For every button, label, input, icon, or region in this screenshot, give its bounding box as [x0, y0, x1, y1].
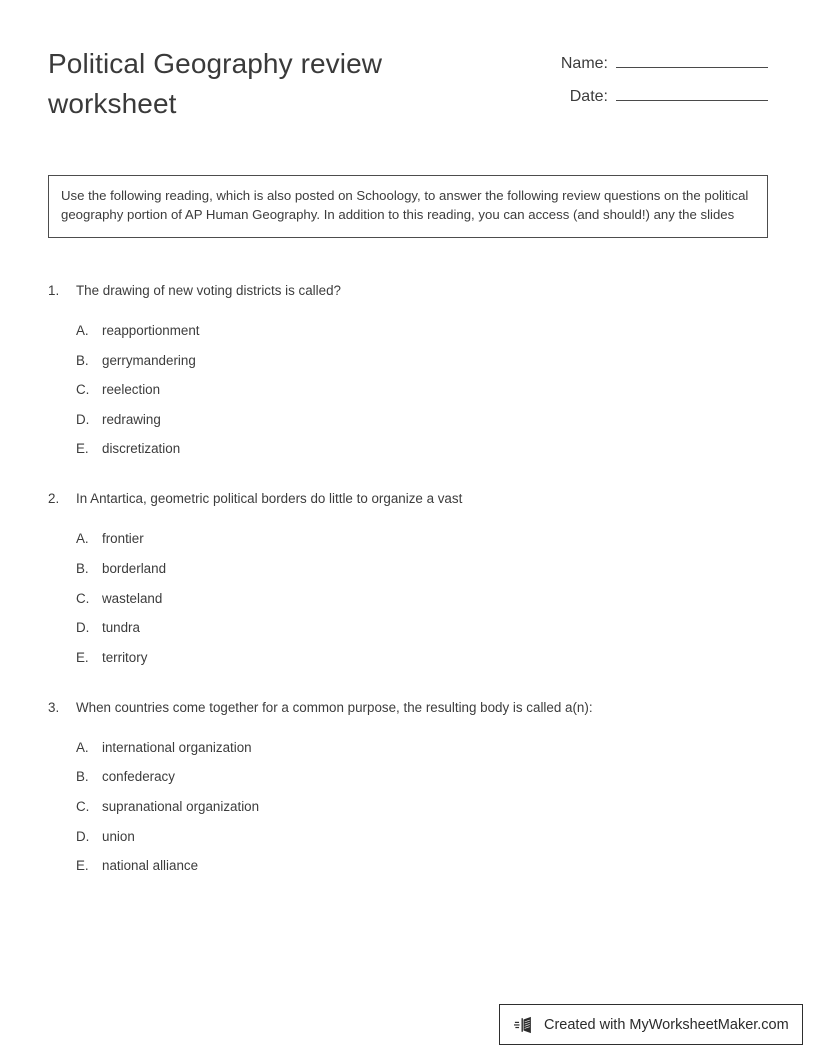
- option-letter: E.: [76, 858, 89, 874]
- question-prompt: [48, 281, 768, 300]
- instructions-text: Use the following reading, which is also posted on Schoology, to answer the following review questions on the political geography portion of AP Human Geography. In addition to this reading, you can access (and should!) any the slides: [61, 188, 749, 223]
- option-letter: D.: [76, 828, 90, 844]
- question-text: When countries come together for a common purpose, the resulting body is called a(n):: [76, 699, 593, 715]
- option-letter: B.: [76, 560, 89, 576]
- option-row[interactable]: [48, 439, 768, 458]
- option-letter: E.: [76, 649, 89, 665]
- option-text: international organization: [102, 739, 252, 755]
- worksheet-header: [48, 44, 768, 124]
- option-row[interactable]: [48, 559, 768, 578]
- worksheet-maker-logo-icon: [514, 1014, 536, 1036]
- option-text: discretization: [102, 441, 181, 457]
- option-row[interactable]: [48, 827, 768, 846]
- question-block: [48, 698, 768, 875]
- option-letter: D.: [76, 411, 90, 427]
- question-number: 2.: [48, 491, 60, 507]
- option-text: supranational organization: [102, 798, 260, 814]
- question-block: [48, 489, 768, 666]
- option-row[interactable]: [48, 321, 768, 340]
- questions-list: [48, 281, 768, 906]
- option-letter: A.: [76, 323, 89, 338]
- name-field-row: [540, 50, 768, 83]
- worksheet-maker-badge[interactable]: [499, 1004, 803, 1045]
- option-row[interactable]: [48, 351, 768, 370]
- option-letter: D.: [76, 620, 90, 636]
- option-row[interactable]: [48, 738, 768, 757]
- option-letter: A.: [76, 531, 89, 547]
- option-letter: C.: [76, 590, 90, 606]
- question-text: The drawing of new voting districts is called?: [76, 283, 341, 298]
- question-number: 3.: [48, 699, 60, 715]
- option-text: frontier: [102, 531, 144, 547]
- name-label: Name:: [560, 55, 608, 72]
- option-text: national alliance: [102, 858, 199, 874]
- option-letter: B.: [76, 352, 89, 368]
- option-letter: C.: [76, 798, 90, 814]
- date-input-line[interactable]: [616, 83, 768, 101]
- question-block: [48, 281, 768, 458]
- option-letter: A.: [76, 739, 89, 755]
- question-text: In Antartica, geometric political borders do little to organize a vast: [76, 491, 463, 507]
- option-text: confederacy: [102, 769, 175, 785]
- option-text: reapportionment: [102, 323, 200, 338]
- page-title: Political Geography review worksheet: [48, 48, 383, 119]
- option-row[interactable]: [48, 380, 768, 399]
- option-row[interactable]: [48, 856, 768, 875]
- answer-options: [48, 738, 768, 875]
- option-text: wasteland: [102, 590, 163, 606]
- option-letter: E.: [76, 441, 89, 457]
- date-label: Date:: [569, 88, 608, 105]
- question-prompt: [48, 698, 768, 717]
- option-letter: B.: [76, 769, 89, 785]
- option-row[interactable]: [48, 529, 768, 548]
- date-field-row: [540, 83, 768, 116]
- instructions-box: [48, 175, 768, 238]
- option-text: gerrymandering: [102, 352, 196, 368]
- option-row[interactable]: [48, 618, 768, 637]
- option-row[interactable]: [48, 410, 768, 429]
- name-date-fields: [540, 50, 768, 116]
- question-prompt: [48, 489, 768, 508]
- option-row[interactable]: [48, 767, 768, 786]
- answer-options: [48, 529, 768, 666]
- option-text: borderland: [102, 560, 167, 576]
- question-number: 1.: [48, 283, 60, 298]
- option-letter: C.: [76, 382, 90, 398]
- option-text: union: [102, 828, 135, 844]
- option-row[interactable]: [48, 648, 768, 667]
- name-input-line[interactable]: [616, 50, 768, 68]
- option-row[interactable]: [48, 797, 768, 816]
- option-text: reelection: [102, 382, 161, 398]
- option-text: tundra: [102, 620, 140, 636]
- option-row[interactable]: [48, 589, 768, 608]
- option-text: territory: [102, 649, 148, 665]
- option-text: redrawing: [102, 411, 161, 427]
- worksheet-maker-badge-text: Created with MyWorksheetMaker.com: [544, 1016, 789, 1033]
- answer-options: [48, 321, 768, 458]
